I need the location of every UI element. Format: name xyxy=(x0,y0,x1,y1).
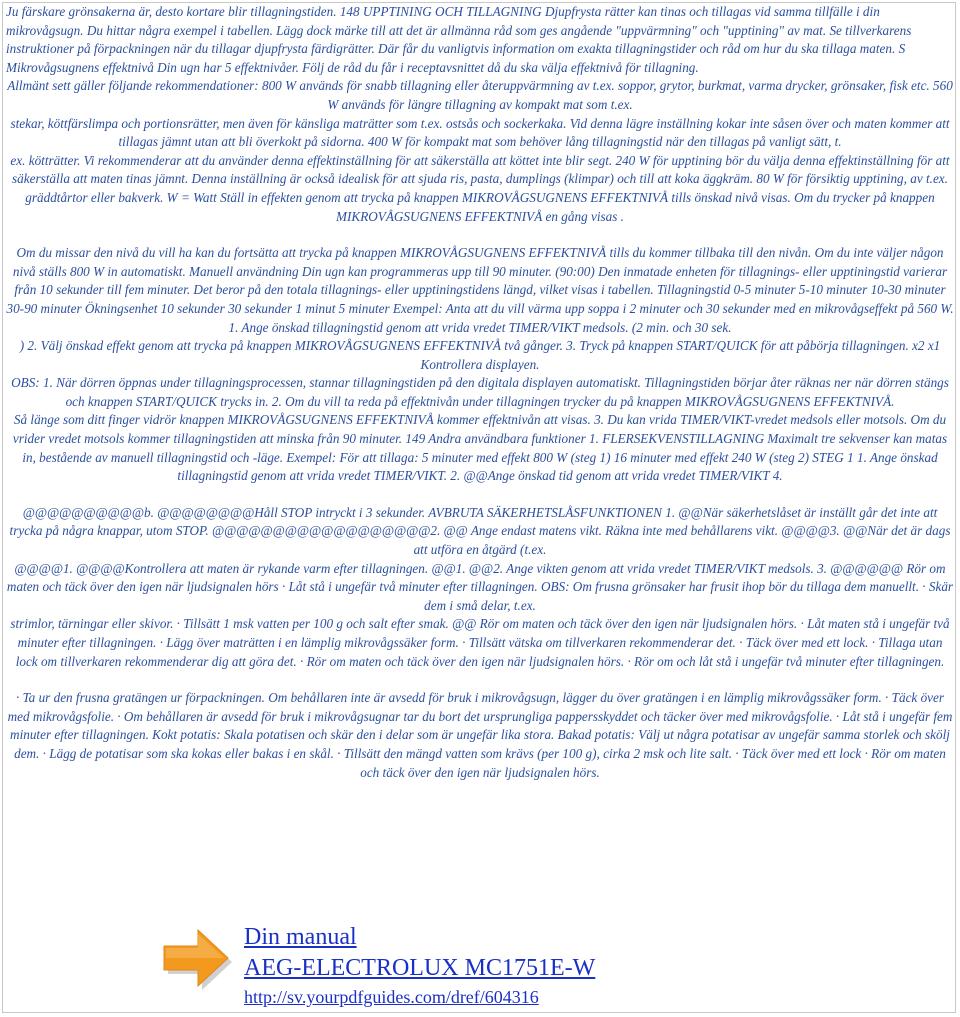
paragraph-1: Ju färskare grönsakerna är, desto kortare blir tillagningstiden. 148 UPPTINING OCH TILLAGNING Djupfrysta rätter kan tinas och tillagas vid samma tillfälle i din mikrovågsugn. Du hittar några exempel i tabellen. Lägg dock märke till att det är allmänna råd som ges angående "uppvärmning" och "upptining" av mat. Se tillverkarens instruktioner på förpackningen när du tillagar djupfrysta färdigrätter. Där får du vanligtvis information om exakta tillagningstider och råd om hur du ska tillaga maten. S Mikrovågsugnens effektnivå Din ugn har 5 effektnivåer. Följ de råd du får i receptavsnittet då du ska välja effektnivå för tillagning. xyxy=(6,4,912,75)
paragraph-12: · Ta ur den frusna gratängen ur förpackningen. Om behållaren inte är avsedd för bruk i mikrovågsugn, lägger du över gratängen i en lämplig mikrovågssäker form. · Täck över med mikrovågsfolie. · Om behållaren är avsedd för bruk i mikrovågsugnar tar du bort det ursprungliga pappersskyddet och täcker över med mikrovågsfolie. · Låt stå i ungefär fem minuter efter tillagningen. Kokt potatis: Skala potatisen och skär den i delar som är ungefär lika stora. Bakad potatis: Välj ut några potatisar av ungefär samma storlek och skölj dem. · Lägg de potatisar som ska kokas eller bakas i en skål. · Tillsätt den mängd vatten som krävs (per 100 g), cirka 2 msk och lite salt. · Täck över med ett lock · Rör om maten och täck över den igen när ljudsignalen hörs. xyxy=(7,690,953,780)
url-link[interactable]: http://sv.yourpdfguides.com/dref/604316 xyxy=(244,987,539,1007)
paragraph-3: stekar, köttfärslimpa och portionsrätter, men även för känsliga maträtter som t.ex. ostsås och sockerkaka. Vid denna lägre inställning kokar inte såsen över och maten kommer att tillagas jämnt utan att bli överkokt på sidorna. 400 W för kompakt mat som behöver lång tillagningstid när den tillagas på vanligt sätt, t. xyxy=(10,115,950,150)
paragraph-gap xyxy=(6,486,954,504)
paragraph-9: @@@@@@@@@@b. @@@@@@@@Håll STOP intryckt i 3 sekunder. AVBRUTA SÄKERHETSLÅSFUNKTIONEN 1. @@När säkerhetslåset är inställt går det inte att trycka på några knappar, utom STOP. @@@@@@@@@@@@@@@@@@2. @@ Ange endast matens vikt. Räkna inte med behållarens vikt. @@@@3. @@När det är dags att utföra en åtgärd (t.ex. xyxy=(9,504,951,558)
paragraph-2: Allmänt sett gäller följande rekommendationer: 800 W används för snabb tillagning eller återuppvärmning av t.ex. soppor, grytor, burkmat, varma drycker, grönsaker, fisk etc. 560 W används för längre tillagning av kompakt mat som t.ex. xyxy=(7,78,953,112)
manual-link[interactable]: Din manual xyxy=(244,924,357,950)
arrow-icon xyxy=(158,918,234,994)
paragraph-4: ex. kötträtter. Vi rekommenderar att du använder denna effektinställning för att säkerställa att köttet inte blir segt. 240 W för upptining bör du välja denna effektinställning för att säkerställa att maten tinas jämnt. Denna inställning är också idealisk för att sjuda ris, pasta, dumplings (klimpar) och till att koka äggkräm. 80 W för försiktig upptining, av t.ex. gräddtårtor eller bakverk. W = Watt Ställ in effekten genom att trycka på knappen MIKROVÅGSUGNENS EFFEKTNIVÅ tills önskad nivå visas. Om du trycker på knappen MIKROVÅGSUGNENS EFFEKTNIVÅ en gång visas . xyxy=(10,152,950,224)
manual-promo xyxy=(158,918,718,1008)
paragraph-10: @@@@1. @@@@Kontrollera att maten är rykande varm efter tillagningen. @@1. @@2. Ange vikten genom att vrida vredet TIMER/VIKT medsols. 3. @@@@@@ Rör om maten och täck över den igen när ljudsignalen hörs · Låt stå i ungefär två minuter efter tillagningen. OBS: Om frusna grönsaker har frusit ihop bör du tillaga dem manuellt. · Skär dem i små delar, t.ex. xyxy=(6,560,954,613)
paragraph-11: strimlor, tärningar eller skivor. · Tillsätt 1 msk vatten per 100 g och salt efter smak. @@ Rör om maten och täck över den igen när ljudsignalen hörs. · Låt maten stå i ungefär två minuter efter tillagningen. · Lägg över maträtten i en lämplig mikrovågssäker form. · Tillsätt vätska om tillverkaren rekommenderar det. · Täck över med ett lock. · Tillaga utan lock om tillverkaren rekommenderar dig att göra det. · Rör om maten och täck över den igen när ljudsignalen hörs. · Rör om och låt stå i ungefär två minuter efter tillagningen. xyxy=(10,616,950,669)
paragraph-gap xyxy=(6,226,954,244)
promo-links xyxy=(244,922,595,1011)
paragraph-6: ) 2. Välj önskad effekt genom att trycka på knappen MIKROVÅGSUGNENS EFFEKTNIVÅ två gånger. 3. Tryck på knappen START/QUICK för att påbörja tillagningen. x2 x1 Kontrollera displayen. xyxy=(19,338,941,372)
paragraph-8: Så länge som ditt finger vidrör knappen MIKROVÅGSUGNENS EFFEKTNIVÅ kommer effektnivån att visas. 3. Du kan vrida TIMER/VIKT-vredet medsols eller motsols. Om du vrider vredet motsols kommer tillagningstiden att minska från 90 minuter. 149 Andra användbara funktioner 1. FLERSEKVENSTILLAGNING Maximalt tre sekvenser kan matas in, bestående av manuell tillagningstid och -läge. Exempel: För att tillaga: 5 minuter med effekt 800 W (steg 1) 16 minuter med effekt 240 W (steg 2) STEG 1 1. Ange önskad tillagningstid genom att vrida vredet TIMER/VIKT. 2. @@Ange önskad tid genom att vrida vredet TIMER/VIKT 4. xyxy=(12,412,948,484)
product-link[interactable]: AEG-ELECTROLUX MC1751E-W xyxy=(244,955,596,981)
paragraph-gap xyxy=(6,671,954,689)
paragraph-5: Om du missar den nivå du vill ha kan du fortsätta att trycka på knappen MIKROVÅGSUGNENS EFFEKTNIVÅ tills du kommer tillbaka till den nivån. Om du inte väljer någon nivå ställs 800 W in automatiskt. Manuell användning Din ugn kan programmeras upp till 90 minuter. (90:00) Den inmatade enheten för tillagnings- eller upptiningstid varierar från 10 sekunder till fem minuter. Det beror på den totala tillagnings- eller upptiningstidens längd, vilket visas i tabellen. Tillagningstid 0-5 minuter 5-10 minuter 10-30 minuter 30-90 minuter Ökningsenhet 10 sekunder 30 sekunder 1 minut 5 minuter Exempel: Anta att du vill värma upp soppa i 2 minuter och 30 sekunder med en mikrovågseffekt på 560 W. 1. Ange önskad tillagningstid genom att vrida vredet TIMER/VIKT medsols. (2 min. och 30 sek. xyxy=(6,245,954,335)
document-body xyxy=(6,3,954,782)
paragraph-7: OBS: 1. När dörren öppnas under tillagningsprocessen, stannar tillagningstiden på den digitala displayen automatiskt. Tillagningstiden börjar åter räknas ner när dörren stängs och knappen START/QUICK trycks in. 2. Om du vill ta reda på effektnivån under tillagningen trycker du på knappen MIKROVÅGSUGNENS EFFEKTNIVÅ. xyxy=(11,375,949,409)
